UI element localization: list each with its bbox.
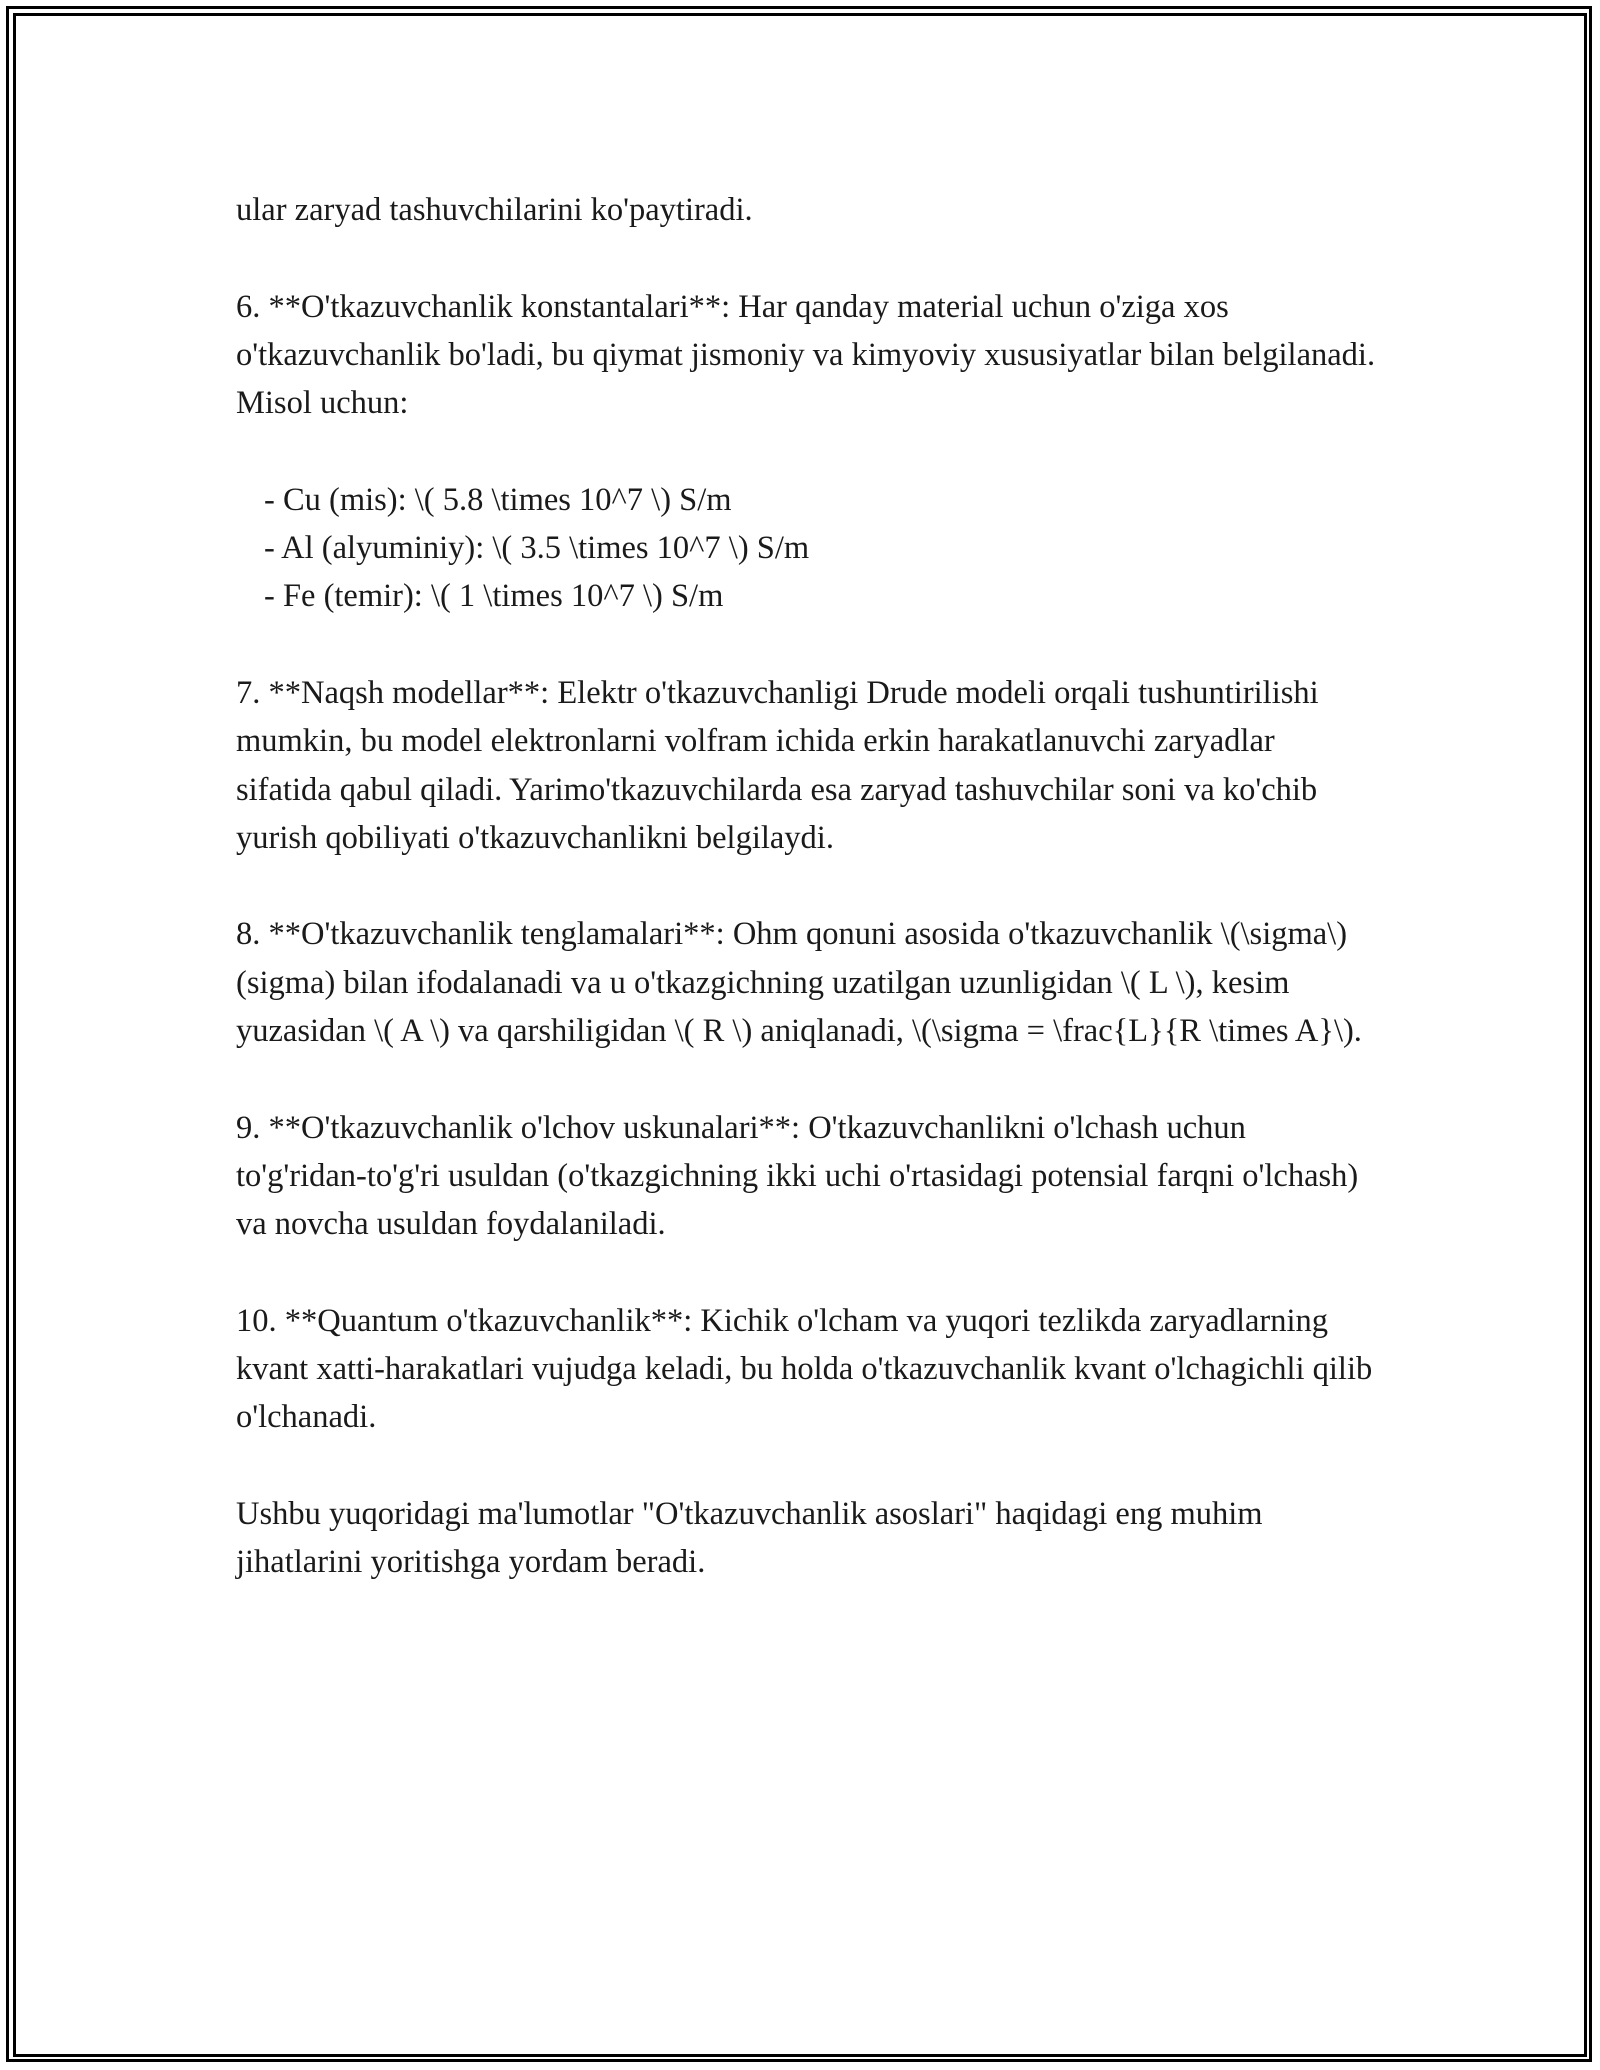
example-copper: - Cu (mis): \( 5.8 \times 10^7 \) S/m <box>264 481 732 518</box>
document-body <box>236 186 1384 1635</box>
item-10-paragraph: 10. **Quantum o'tkazuvchanlik**: Kichik o'lcham va yuqori tezlikda zaryadlarning kvant xatti-harakatlari vujudga keladi, bu holda o'tkazuvchanlik kvant o'lchagichli qilib o'lchanadi. <box>236 1302 1381 1436</box>
conclusion-paragraph: Ushbu yuqoridagi ma'lumotlar "O'tkazuvchanlik asoslari" haqidagi eng muhim jihatlarini yoritishga yordam beradi. <box>236 1496 1271 1581</box>
example-iron: - Fe (temir): \( 1 \times 10^7 \) S/m <box>264 578 724 615</box>
intro-fragment: ular zaryad tashuvchilarini ko'paytiradi. <box>236 192 753 228</box>
item-6-paragraph: 6. **O'tkazuvchanlik konstantalari**: Har qanday material uchun o'ziga xos o'tkazuvchanlik bo'ladi, bu qiymat jismoniy va kimyoviy xususiyatlar bilan belgilanadi. Misol uchun: <box>236 288 1384 422</box>
example-aluminium: - Al (alyuminiy): \( 3.5 \times 10^7 \) S/m <box>264 530 810 567</box>
item-8-paragraph: 8. **O'tkazuvchanlik tenglamalari**: Ohm qonuni asosida o'tkazuvchanlik \(\sigma\) (sigma) bilan ifodalanadi va u o'tkazgichning uzatilgan uzunligidan \( L \), kesim yuzasidan \( A \) va qarshiligidan \( R \) aniqlanadi, \(\sigma = \frac{L}{R \times A}\). <box>236 916 1362 1050</box>
conductivity-examples-list <box>236 476 1376 621</box>
item-9-paragraph: 9. **O'tkazuvchanlik o'lchov uskunalari**: O'tkazuvchanlikni o'lchash uchun to'g'ridan-to'g'ri usuldan (o'tkazgichning ikki uchi o'rtasidagi potensial farqni o'lchash) va novcha usuldan foydalaniladi. <box>236 1109 1367 1243</box>
item-7-paragraph: 7. **Naqsh modellar**: Elektr o'tkazuvchanligi Drude modeli orqali tushuntirilishi mumkin, bu model elektronlarni volfram ichida erkin harakatlanuvchi zaryadlar sifatida qabul qiladi. Yarimo'tkazuvchilarda esa zaryad tashuvchilar soni va ko'chib yurish qobiliyati o'tkazuvchanlikni belgilaydi. <box>236 674 1327 856</box>
